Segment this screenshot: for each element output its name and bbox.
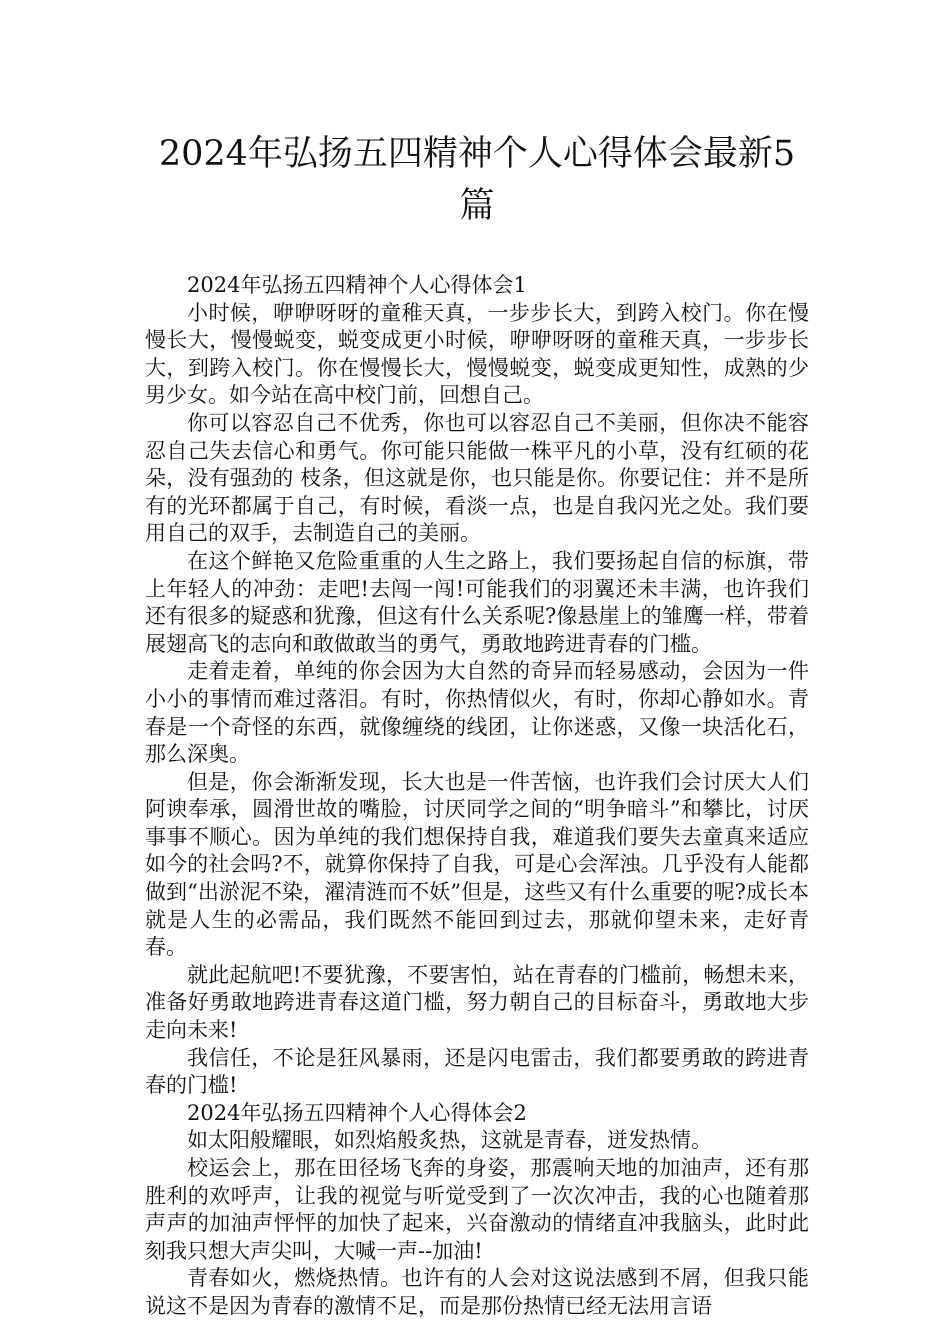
paragraph: 你可以容忍自己不优秀，你也可以容忍自己不美丽，但你决不能容忍自己失去信心和勇气。你可能只能做一株平凡的小草，没有红硕的花朵，没有强劲的 枝条，但这就是你，也只能是你。你要记住：并不是所有的光环都属于自己，有时候，看淡一点，也是自我闪光之处。我们要用自己的双手，去制造自己的美丽。 xyxy=(145,410,809,546)
document-title: 2024年弘扬五四精神个人心得体会最新5篇 xyxy=(158,134,796,226)
paragraph: 校运会上，那在田径场飞奔的身姿，那震响天地的加油声，还有那胜利的欢呼声，让我的视觉与听觉受到了一次次冲击，我的心也随着那声声的加油声怦怦的加快了起来，兴奋激动的情绪直冲我脑头，此时此刻我只想大声尖叫，大喊一声--加油! xyxy=(145,1156,809,1263)
document-page xyxy=(145,128,809,1321)
paragraph: 在这个鲜艳又危险重重的人生之路上，我们要扬起自信的标旗，带上年轻人的冲劲：走吧!去闯一闯!可能我们的羽翼还未丰满，也许我们还有很多的疑惑和犹豫，但这有什么关系呢?像悬崖上的雏鹰一样，带着展翅高飞的志向和敢做敢当的勇气，勇敢地跨进青春的门槛。 xyxy=(145,548,809,656)
section-heading: 2024年弘扬五四精神个人心得体会2 xyxy=(187,1100,527,1125)
paragraph: 如太阳般耀眼，如烈焰般炙热，这就是青春，迸发热情。 xyxy=(187,1128,712,1153)
paragraph: 但是，你会渐渐发现，长大也是一件苦恼，也许我们会讨厌大人们阿谀奉承，圆滑世故的嘴脸，讨厌同学之间的“明争暗斗”和攀比，讨厌事事不顺心。因为单纯的我们想保持自我，难道我们要失去童真来适应如今的社会吗?不，就算你保持了自我，可是心会浑浊。几乎没有人能都做到“出淤泥不染，濯清涟而不妖”但是，这些又有什么重要的呢?成长本就是人生的必需品，我们既然不能回到过去，那就仰望未来，走好青春。 xyxy=(145,769,809,960)
paragraph: 青春如火，燃烧热情。也许有的人会对这说法感到不屑，但我只能说这不是因为青春的激情不足，而是那份热情已经无法用言语 xyxy=(145,1266,809,1318)
section-heading: 2024年弘扬五四精神个人心得体会1 xyxy=(187,273,527,297)
paragraph: 小时候，咿咿呀呀的童稚天真，一步步长大，到跨入校门。你在慢慢长大，慢慢蜕变，蜕变成更小时候，咿咿呀呀的童稚天真，一步步长大，到跨入校门。你在慢慢长大，慢慢蜕变，蜕变成更知性，成熟的少男少女。如今站在高中校门前，回想自己。 xyxy=(145,300,809,408)
paragraph: 就此起航吧!不要犹豫，不要害怕，站在青春的门槛前，畅想未来，准备好勇敢地跨进青春这道门槛，努力朝自己的目标奋斗，勇敢地大步走向未来! xyxy=(145,962,809,1043)
document-body xyxy=(145,272,809,1321)
paragraph: 我信任，不论是狂风暴雨，还是闪电雷击，我们都要勇敢的跨进青春的门槛! xyxy=(145,1045,809,1098)
paragraph: 走着走着，单纯的你会因为大自然的奇异而轻易感动，会因为一件小小的事情而难过落泪。有时，你热情似火，有时，你却心静如水。青春是一个奇怪的东西，就像缠绕的线团，让你迷惑，又像一块活化石，那么深奥。 xyxy=(145,659,809,767)
